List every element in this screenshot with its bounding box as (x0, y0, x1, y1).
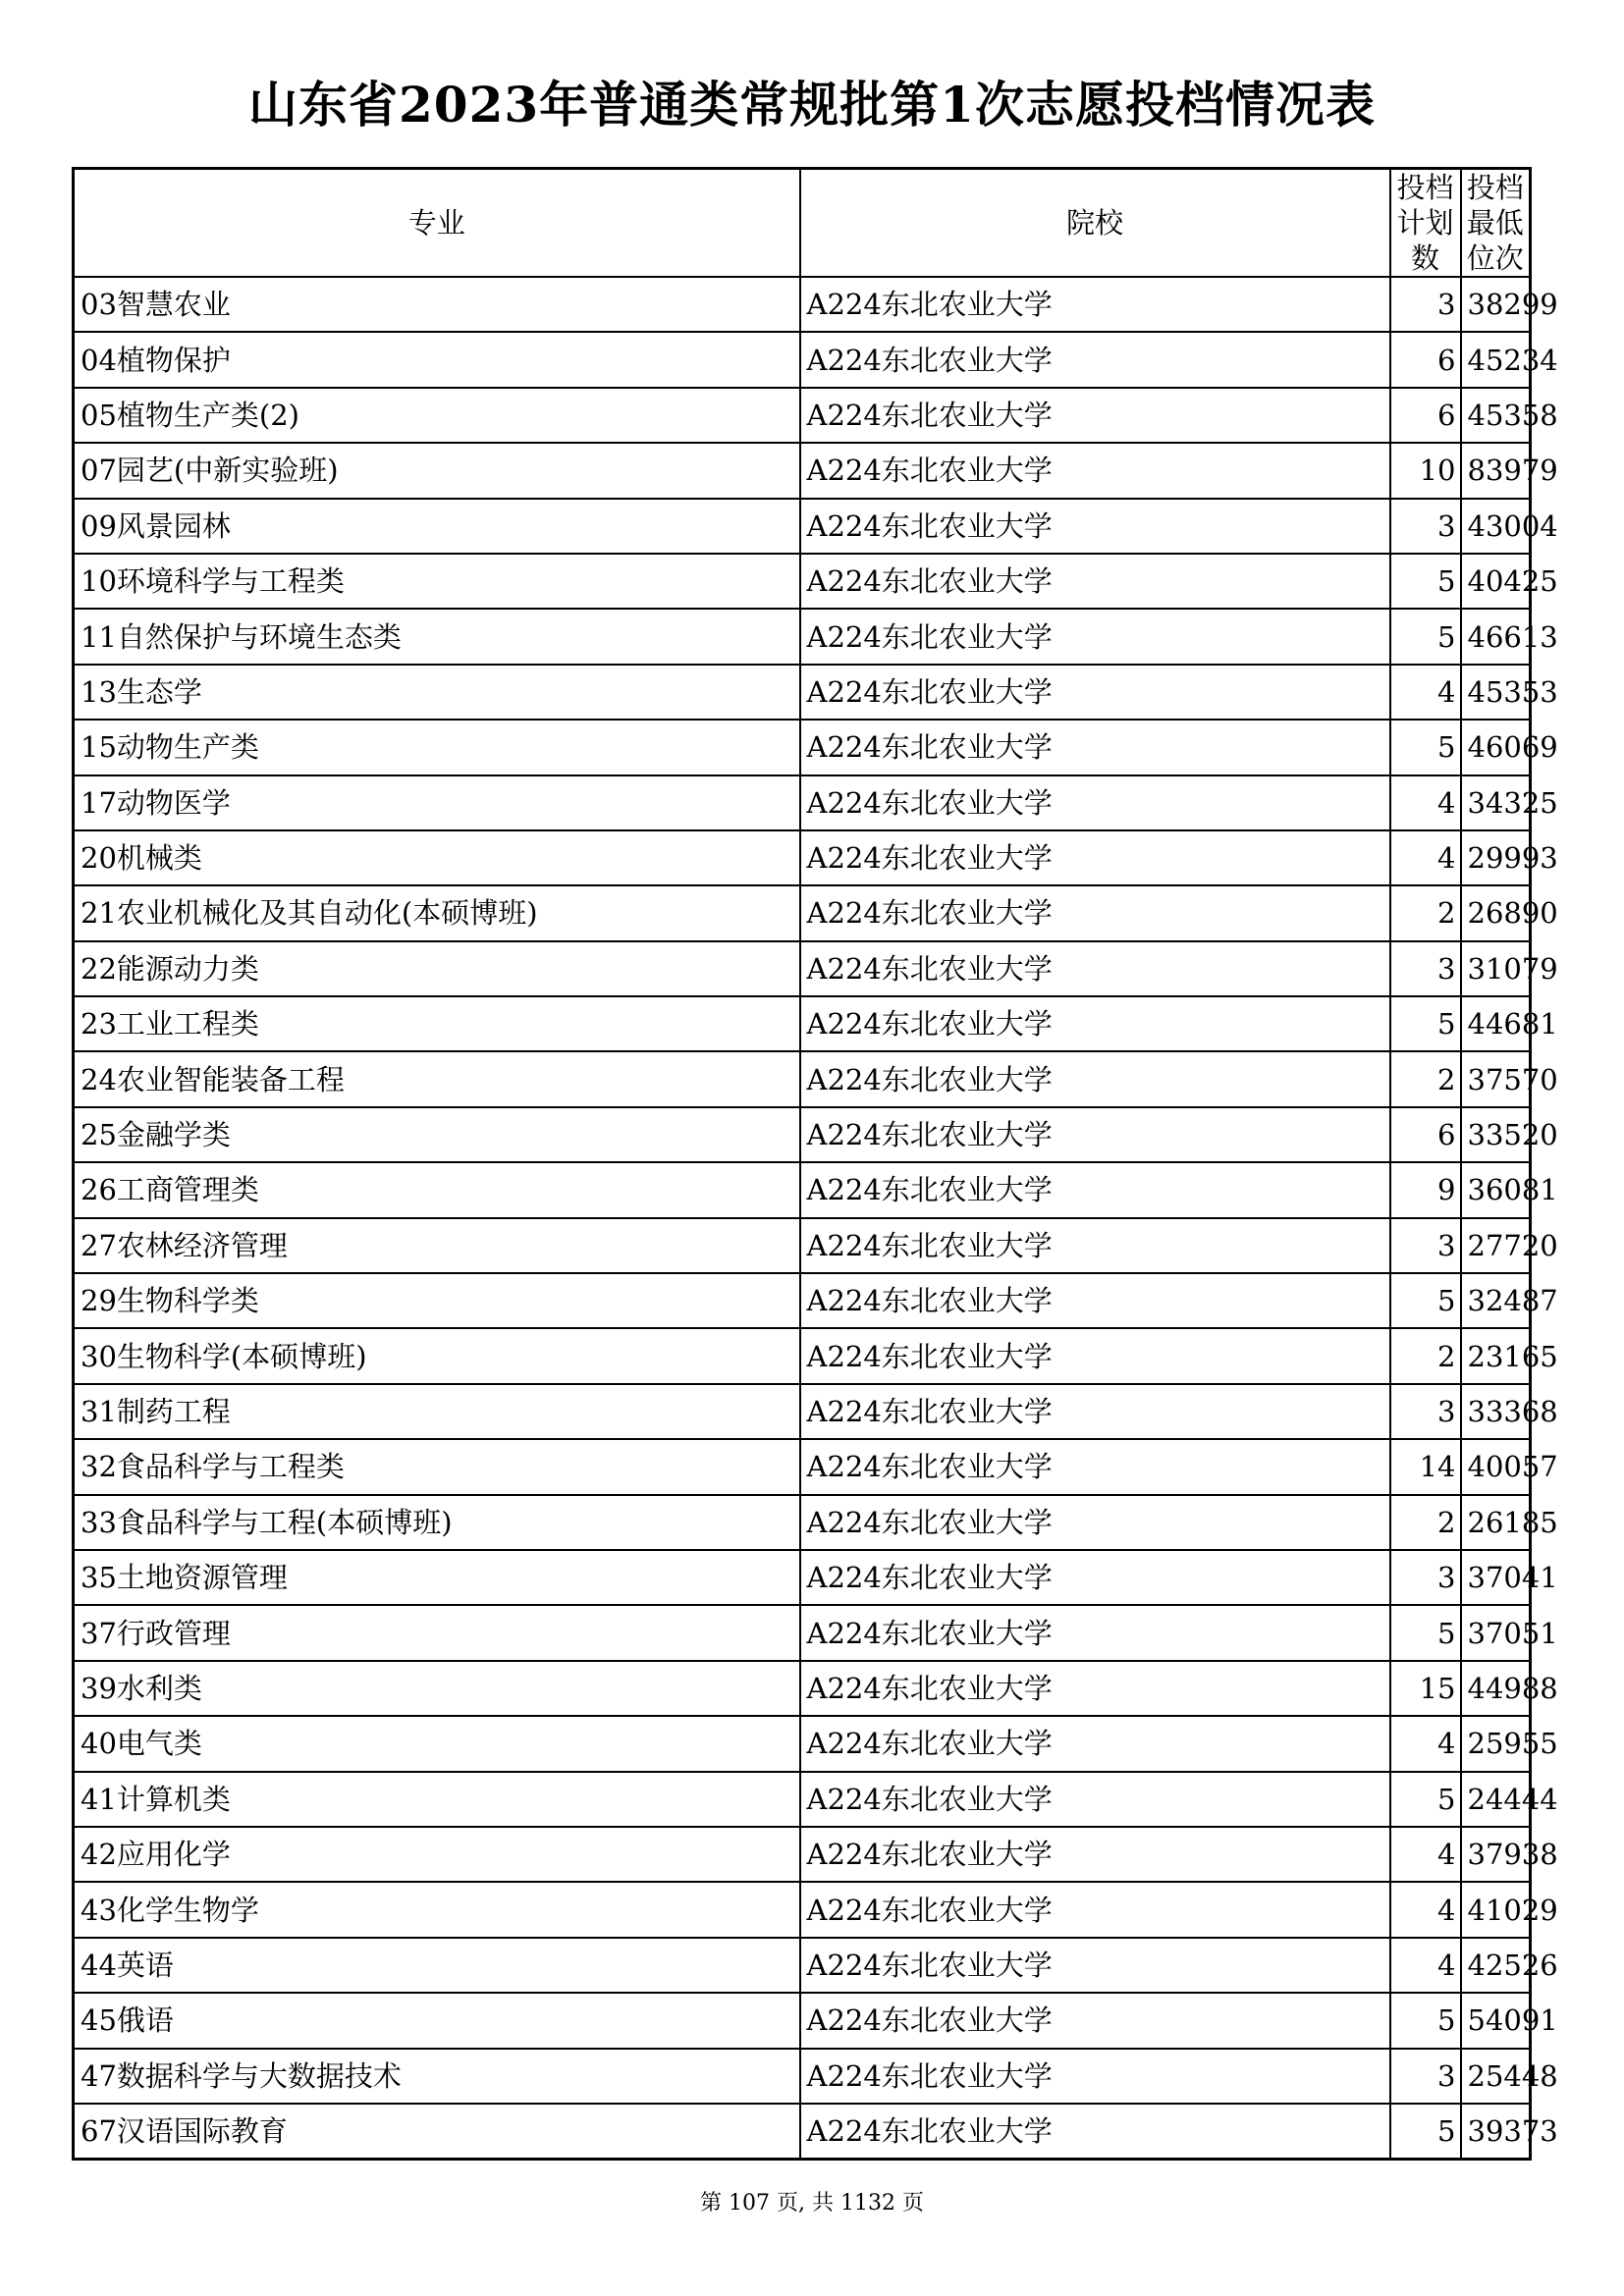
cell-major: 45俄语 (74, 1993, 800, 2048)
cell-plan: 9 (1390, 1162, 1461, 1217)
cell-school: A224东北农业大学 (800, 1605, 1390, 1660)
cell-major: 35土地资源管理 (74, 1550, 800, 1605)
table-row (74, 775, 1531, 830)
cell-school: A224东北农业大学 (800, 1051, 1390, 1106)
column-header-min-rank: 投档最低位次 (1461, 169, 1531, 278)
cell-school: A224东北农业大学 (800, 1384, 1390, 1439)
cell-min-rank: 45234 (1461, 332, 1531, 387)
cell-plan: 5 (1390, 1605, 1461, 1660)
table-row (74, 1384, 1531, 1439)
cell-min-rank: 45358 (1461, 388, 1531, 443)
table-row (74, 1938, 1531, 1993)
cell-plan: 5 (1390, 554, 1461, 609)
cell-major: 15动物生产类 (74, 720, 800, 774)
cell-min-rank: 54091 (1461, 1993, 1531, 2048)
cell-plan: 5 (1390, 1772, 1461, 1827)
cell-major: 44英语 (74, 1938, 800, 1993)
cell-school: A224东北农业大学 (800, 2049, 1390, 2104)
cell-school: A224东北农业大学 (800, 1218, 1390, 1273)
cell-min-rank: 24444 (1461, 1772, 1531, 1827)
cell-min-rank: 34325 (1461, 775, 1531, 830)
cell-plan: 4 (1390, 1716, 1461, 1771)
table-row (74, 388, 1531, 443)
cell-school: A224东北农业大学 (800, 996, 1390, 1051)
cell-major: 25金融学类 (74, 1107, 800, 1162)
cell-school: A224东北农业大学 (800, 1938, 1390, 1993)
table-row (74, 332, 1531, 387)
cell-school: A224东北农业大学 (800, 1273, 1390, 1328)
table-row (74, 1716, 1531, 1771)
cell-plan: 3 (1390, 2049, 1461, 2104)
cell-plan: 3 (1390, 277, 1461, 332)
cell-plan: 6 (1390, 1107, 1461, 1162)
cell-plan: 2 (1390, 885, 1461, 940)
cell-school: A224东北农业大学 (800, 665, 1390, 720)
cell-school: A224东北农业大学 (800, 1328, 1390, 1383)
cell-school: A224东北农业大学 (800, 1993, 1390, 2048)
table-row (74, 609, 1531, 664)
cell-school: A224东北农业大学 (800, 1107, 1390, 1162)
table-row (74, 885, 1531, 940)
cell-min-rank: 46613 (1461, 609, 1531, 664)
cell-min-rank: 23165 (1461, 1328, 1531, 1383)
cell-school: A224东北农业大学 (800, 609, 1390, 664)
cell-plan: 14 (1390, 1439, 1461, 1494)
cell-plan: 4 (1390, 830, 1461, 885)
cell-plan: 6 (1390, 388, 1461, 443)
table-row (74, 499, 1531, 554)
cell-major: 05植物生产类(2) (74, 388, 800, 443)
cell-major: 47数据科学与大数据技术 (74, 2049, 800, 2104)
cell-min-rank: 43004 (1461, 499, 1531, 554)
table-row (74, 1051, 1531, 1106)
cell-min-rank: 33520 (1461, 1107, 1531, 1162)
cell-plan: 5 (1390, 1993, 1461, 2048)
cell-major: 20机械类 (74, 830, 800, 885)
cell-min-rank: 29993 (1461, 830, 1531, 885)
table-row (74, 554, 1531, 609)
table-row (74, 665, 1531, 720)
table-row (74, 1218, 1531, 1273)
table-header-row (74, 169, 1531, 278)
cell-min-rank: 41029 (1461, 1882, 1531, 1937)
cell-major: 09风景园林 (74, 499, 800, 554)
table-row (74, 277, 1531, 332)
cell-plan: 4 (1390, 1938, 1461, 1993)
table-row (74, 1162, 1531, 1217)
cell-school: A224东北农业大学 (800, 2104, 1390, 2160)
table-row (74, 1328, 1531, 1383)
cell-min-rank: 27720 (1461, 1218, 1531, 1273)
cell-major: 03智慧农业 (74, 277, 800, 332)
table-row (74, 1439, 1531, 1494)
cell-min-rank: 37051 (1461, 1605, 1531, 1660)
cell-school: A224东北农业大学 (800, 443, 1390, 498)
cell-plan: 4 (1390, 1827, 1461, 1882)
cell-school: A224东北农业大学 (800, 1716, 1390, 1771)
table-row (74, 1550, 1531, 1605)
page-footer: 第 107 页, 共 1132 页 (700, 2191, 924, 2216)
cell-major: 26工商管理类 (74, 1162, 800, 1217)
table-row (74, 1273, 1531, 1328)
cell-major: 39水利类 (74, 1661, 800, 1716)
cell-plan: 6 (1390, 332, 1461, 387)
cell-min-rank: 38299 (1461, 277, 1531, 332)
table-row (74, 1882, 1531, 1937)
cell-school: A224东北农业大学 (800, 332, 1390, 387)
cell-min-rank: 36081 (1461, 1162, 1531, 1217)
cell-major: 22能源动力类 (74, 941, 800, 996)
cell-major: 31制药工程 (74, 1384, 800, 1439)
cell-plan: 4 (1390, 1882, 1461, 1937)
cell-school: A224东北农业大学 (800, 885, 1390, 940)
cell-min-rank: 25955 (1461, 1716, 1531, 1771)
cell-min-rank: 33368 (1461, 1384, 1531, 1439)
cell-plan: 10 (1390, 443, 1461, 498)
cell-plan: 5 (1390, 609, 1461, 664)
column-header-plan: 投档计划数 (1390, 169, 1461, 278)
cell-plan: 3 (1390, 1384, 1461, 1439)
cell-plan: 2 (1390, 1328, 1461, 1383)
cell-school: A224东北农业大学 (800, 499, 1390, 554)
cell-major: 30生物科学(本硕博班) (74, 1328, 800, 1383)
cell-major: 43化学生物学 (74, 1882, 800, 1937)
cell-school: A224东北农业大学 (800, 941, 1390, 996)
table-row (74, 2049, 1531, 2104)
cell-school: A224东北农业大学 (800, 775, 1390, 830)
table-row (74, 1605, 1531, 1660)
table-row (74, 1495, 1531, 1550)
cell-plan: 3 (1390, 1218, 1461, 1273)
cell-plan: 5 (1390, 1273, 1461, 1328)
cell-min-rank: 37938 (1461, 1827, 1531, 1882)
cell-plan: 2 (1390, 1051, 1461, 1106)
cell-major: 21农业机械化及其自动化(本硕博班) (74, 885, 800, 940)
table-row (74, 2104, 1531, 2160)
cell-school: A224东北农业大学 (800, 1827, 1390, 1882)
cell-min-rank: 45353 (1461, 665, 1531, 720)
cell-major: 27农林经济管理 (74, 1218, 800, 1273)
cell-school: A224东北农业大学 (800, 388, 1390, 443)
cell-min-rank: 39373 (1461, 2104, 1531, 2160)
cell-school: A224东北农业大学 (800, 1162, 1390, 1217)
cell-plan: 4 (1390, 775, 1461, 830)
cell-major: 42应用化学 (74, 1827, 800, 1882)
cell-min-rank: 44988 (1461, 1661, 1531, 1716)
cell-plan: 4 (1390, 665, 1461, 720)
page-title: 山东省2023年普通类常规批第1次志愿投档情况表 (248, 76, 1376, 133)
table-body (74, 277, 1558, 2160)
cell-plan: 3 (1390, 1550, 1461, 1605)
admission-table (72, 167, 1558, 2161)
cell-min-rank: 46069 (1461, 720, 1531, 774)
cell-min-rank: 40057 (1461, 1439, 1531, 1494)
table-row (74, 1772, 1531, 1827)
cell-min-rank: 40425 (1461, 554, 1531, 609)
cell-school: A224东北农业大学 (800, 1661, 1390, 1716)
cell-school: A224东北农业大学 (800, 720, 1390, 774)
cell-min-rank: 83979 (1461, 443, 1531, 498)
table-row (74, 996, 1531, 1051)
table-row (74, 830, 1531, 885)
table-row (74, 1107, 1531, 1162)
cell-major: 67汉语国际教育 (74, 2104, 800, 2160)
cell-plan: 15 (1390, 1661, 1461, 1716)
cell-major: 37行政管理 (74, 1605, 800, 1660)
table-row (74, 720, 1531, 774)
cell-min-rank: 42526 (1461, 1938, 1531, 1993)
cell-school: A224东北农业大学 (800, 830, 1390, 885)
cell-min-rank: 25448 (1461, 2049, 1531, 2104)
cell-major: 13生态学 (74, 665, 800, 720)
cell-min-rank: 44681 (1461, 996, 1531, 1051)
cell-school: A224东北农业大学 (800, 277, 1390, 332)
cell-major: 40电气类 (74, 1716, 800, 1771)
cell-major: 24农业智能装备工程 (74, 1051, 800, 1106)
cell-major: 32食品科学与工程类 (74, 1439, 800, 1494)
cell-min-rank: 32487 (1461, 1273, 1531, 1328)
cell-major: 07园艺(中新实验班) (74, 443, 800, 498)
cell-major: 41计算机类 (74, 1772, 800, 1827)
cell-plan: 2 (1390, 1495, 1461, 1550)
column-header-school: 院校 (800, 169, 1390, 278)
cell-min-rank: 37041 (1461, 1550, 1531, 1605)
table-row (74, 443, 1531, 498)
table-row (74, 1993, 1531, 2048)
cell-major: 10环境科学与工程类 (74, 554, 800, 609)
cell-major: 11自然保护与环境生态类 (74, 609, 800, 664)
cell-plan: 3 (1390, 941, 1461, 996)
cell-school: A224东北农业大学 (800, 554, 1390, 609)
cell-min-rank: 26890 (1461, 885, 1531, 940)
table-row (74, 1827, 1531, 1882)
cell-school: A224东北农业大学 (800, 1439, 1390, 1494)
cell-min-rank: 31079 (1461, 941, 1531, 996)
table-row (74, 941, 1531, 996)
cell-min-rank: 37570 (1461, 1051, 1531, 1106)
table-row (74, 1661, 1531, 1716)
cell-school: A224东北农业大学 (800, 1772, 1390, 1827)
cell-school: A224东北农业大学 (800, 1550, 1390, 1605)
cell-major: 04植物保护 (74, 332, 800, 387)
cell-major: 29生物科学类 (74, 1273, 800, 1328)
column-header-major: 专业 (74, 169, 800, 278)
cell-plan: 5 (1390, 720, 1461, 774)
cell-min-rank: 26185 (1461, 1495, 1531, 1550)
cell-plan: 5 (1390, 2104, 1461, 2160)
cell-major: 33食品科学与工程(本硕博班) (74, 1495, 800, 1550)
cell-major: 17动物医学 (74, 775, 800, 830)
cell-school: A224东北农业大学 (800, 1882, 1390, 1937)
cell-school: A224东北农业大学 (800, 1495, 1390, 1550)
cell-plan: 3 (1390, 499, 1461, 554)
cell-major: 23工业工程类 (74, 996, 800, 1051)
cell-plan: 5 (1390, 996, 1461, 1051)
